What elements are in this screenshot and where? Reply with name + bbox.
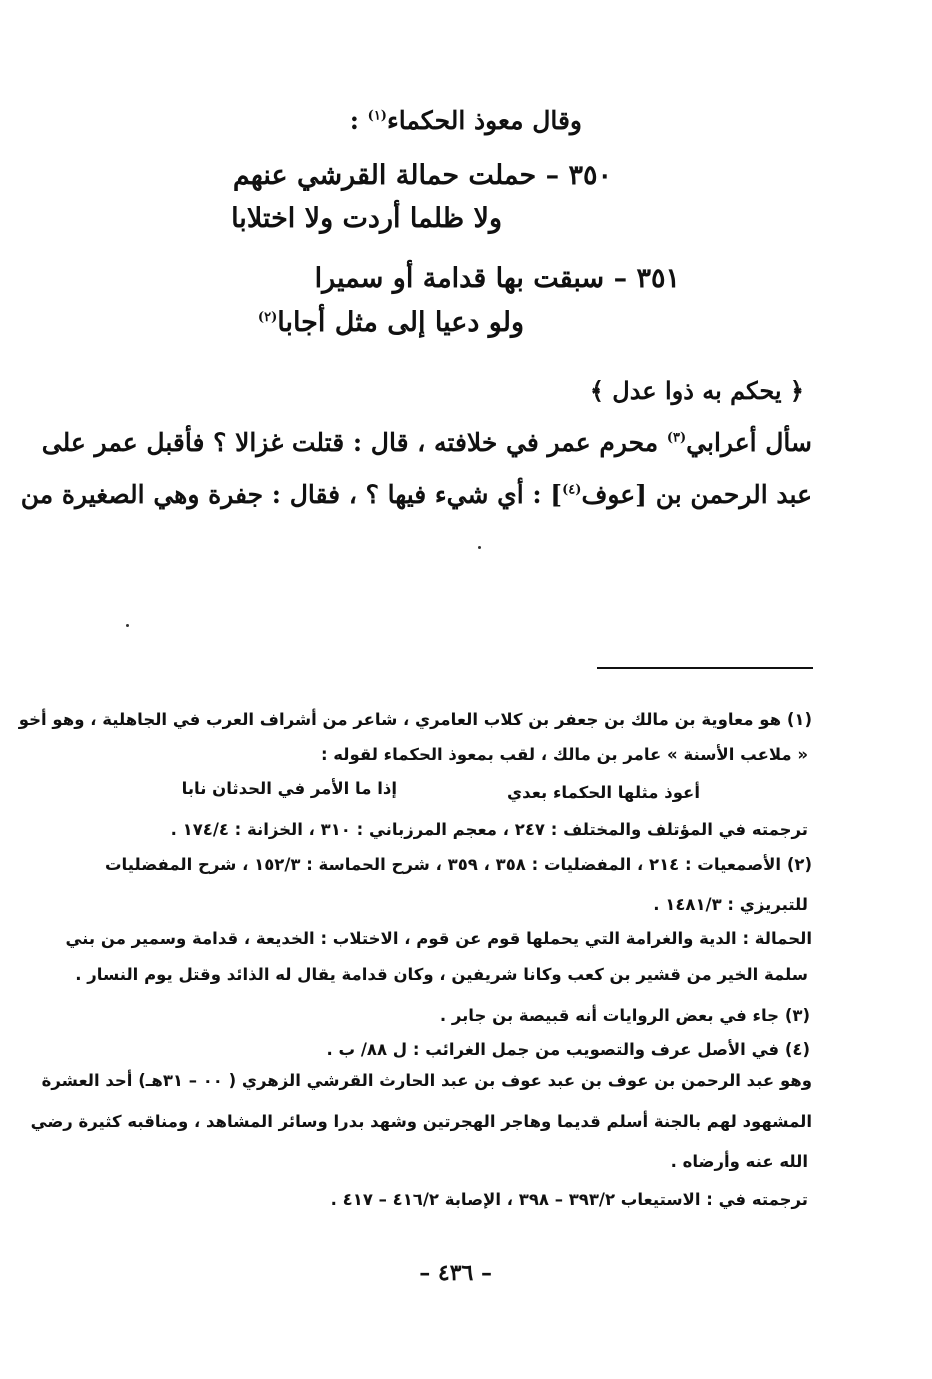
body-text: سأل أعرابي [686,428,812,457]
verse-351-second-hemistich [258,307,524,338]
verse-text: ولو دعيا إلى مثل أجابا [277,307,524,338]
footnote-2-line-1: (٢) الأصمعيات : ٢١٤ ، المفضليات : ٣٥٨ ، ٣٥٩ ، شرح الحماسة : ١٥٢/٣ ، شرح المفضليات [104,855,812,874]
page-number: – ٤٣٦ – [419,1260,492,1286]
scan-speck [478,546,481,549]
quoted-verse-first-hemistich: أعوذ مثلها الحكماء بعدي [507,783,700,802]
verse-351-first-hemistich: ٣٥١ – سبقت بها قدامة أو سميرا [314,263,680,294]
footnote-mark: (١) [367,108,387,124]
body-text: عبد الرحمن بن [عوف [581,480,812,509]
footnote-1-line-1: (١) هو معاوية بن مالك بن جعفر بن كلاب العامري ، شاعر من أشراف العرب في الجاهلية ، وهو أخو [18,710,812,729]
footnote-2-line-2: للتبريزي : ١٤٨١/٣ . [653,895,808,914]
footnote-2-line-3: الحمالة : الدية والغرامة التي يحملها قوم عن قوم ، الاختلاب : الخديعة ، قدامة وسمير من بني [65,929,812,948]
footnote-4-line-4: الله عنه وأرضاه . [670,1152,808,1171]
body-line-2 [20,480,812,509]
footnote-1-line-2: « ملاعب الأسنة » عامر بن مالك ، لقب بمعوذ الحكماء لقوله : [320,745,808,764]
footnote-3: (٣) جاء في بعض الروايات أنه قبيصة بن جابر . [439,1006,810,1025]
footnote-4-line-2: وهو عبد الرحمن بن عوف بن عبد عوف بن عبد الحارث القرشي الزهري ( ٠٠ – ٣١هـ) أحد العشرة [41,1071,812,1090]
quoted-verse-second-hemistich: إذا ما الأمر في الحدثان نابا [181,779,397,798]
section-heading: ﴿ يحكم به ذوا عدل ﴾ [589,376,804,405]
footnote-4-line-5: ترجمته في : الاستيعاب ٣٩٣/٢ – ٣٩٨ ، الإصابة ٤١٦/٢ – ٤١٧ . [330,1190,808,1209]
footnote-1-line-3: ترجمته في المؤتلف والمختلف : ٢٤٧ ، معجم المرزباني : ٣١٠ ، الخزانة : ١٧٤/٤ . [170,820,808,839]
body-line-1 [41,428,812,457]
footnote-separator [597,667,813,669]
verse-350-second-hemistich: ولا ظلما أردت ولا اختلابا [231,203,502,234]
footnote-4-line-3: المشهود لهم بالجنة أسلم قديما وهاجر الهجرتين وشهد بدرا وسائر المشاهد ، ومناقبه كثيرة رضي [30,1112,812,1131]
footnote-mark: (٣) [666,430,687,446]
intro-line [350,106,582,135]
body-text: محرم عمر في خلافته ، قال : قتلت غزالا ؟ فأقبل عمر على [41,428,667,457]
scan-speck [126,624,129,627]
intro-tail: : [349,106,368,135]
body-text: ] : أي شيء فيها ؟ ، فقال : جفرة وهي الصغيرة من [20,480,563,509]
footnote-4-line-1: (٤) في الأصل عرف والتصويب من جمل الغرائب : ل ٨٨/ ب . [326,1040,810,1059]
intro-text: وقال معوذ الحكماء [386,106,582,135]
footnote-2-line-4: سلمة الخير من قشير بن كعب وكانا شريفين ، وكان قدامة يقال له الذائد وقتل يوم النسار . [75,965,808,984]
verse-350-first-hemistich: ٣٥٠ – حملت حمالة القرشي عنهم [232,160,612,191]
footnote-mark: (٢) [257,310,278,325]
footnote-mark: (٤) [562,482,582,498]
